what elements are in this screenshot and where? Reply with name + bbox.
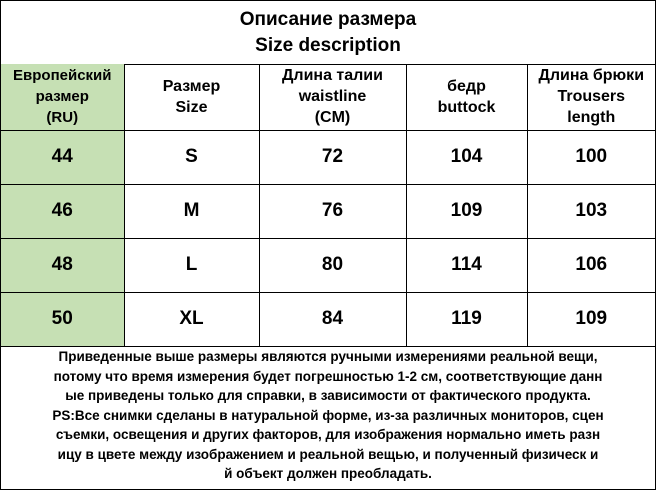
cell-eu-size: 46 [1, 184, 124, 238]
cell-size: XL [124, 292, 259, 346]
header-line: размер [35, 88, 89, 106]
header-line: Размер [162, 77, 221, 95]
title-english: Size description [255, 34, 401, 56]
table-row [1, 184, 655, 238]
note-line: й объект должен преобладать. [224, 466, 432, 482]
header-eu-size [1, 64, 124, 130]
note-line: Приведенные выше размеры являются ручными измерениями реальной вещи, [58, 349, 598, 365]
cell-size: L [124, 238, 259, 292]
header-line: бедр [447, 77, 486, 95]
table-row [1, 238, 655, 292]
cell-waistline: 84 [259, 292, 406, 346]
cell-eu-size: 48 [1, 238, 124, 292]
cell-buttock: 104 [406, 130, 527, 184]
note-line: съемки, освещения и других факторов, для изображения нормально иметь разн [55, 427, 601, 443]
header-line: (RU) [46, 109, 79, 127]
header-line: waistline [298, 88, 367, 106]
note-line: ицу в цвете между изображением и реальной вещью, и полученный физическ и [57, 446, 599, 462]
cell-waistline: 80 [259, 238, 406, 292]
table-row [1, 130, 655, 184]
header-line: Длина талии [282, 67, 383, 85]
size-table [1, 64, 655, 347]
header-line: buttock [437, 98, 496, 116]
note-line: потому что время измерения будет погрешностью 1-2 см, соответствующие данн [53, 368, 603, 384]
cell-eu-size: 44 [1, 130, 124, 184]
cell-eu-size: 50 [1, 292, 124, 346]
disclaimer-note [1, 342, 655, 489]
note-line: ые приведены только для справки, в зависимости от фактического продукта. [65, 388, 591, 404]
header-line: Size [175, 98, 208, 116]
cell-buttock: 114 [406, 238, 527, 292]
cell-waistline: 76 [259, 184, 406, 238]
header-buttock [406, 64, 527, 130]
cell-trousers-length: 103 [527, 184, 655, 238]
cell-size: M [124, 184, 259, 238]
cell-trousers-length: 109 [527, 292, 655, 346]
header-line: Длина брюки [538, 67, 645, 85]
header-line: length [567, 109, 616, 127]
cell-trousers-length: 106 [527, 238, 655, 292]
header-size [124, 64, 259, 130]
header-row [1, 64, 655, 130]
cell-size: S [124, 130, 259, 184]
title-block [1, 1, 655, 65]
cell-buttock: 109 [406, 184, 527, 238]
header-line: Trousers [557, 88, 626, 106]
title-russian: Описание размера [239, 8, 417, 30]
header-trousers-length [527, 64, 655, 130]
cell-buttock: 119 [406, 292, 527, 346]
note-line: PS:Все снимки сделаны в натуральной форме, из-за различных мониторов, сцен [52, 407, 604, 423]
header-waistline [259, 64, 406, 130]
header-line: (CM) [314, 109, 351, 127]
cell-waistline: 72 [259, 130, 406, 184]
header-line: Европейский [13, 67, 112, 85]
table-row [1, 292, 655, 346]
cell-trousers-length: 100 [527, 130, 655, 184]
